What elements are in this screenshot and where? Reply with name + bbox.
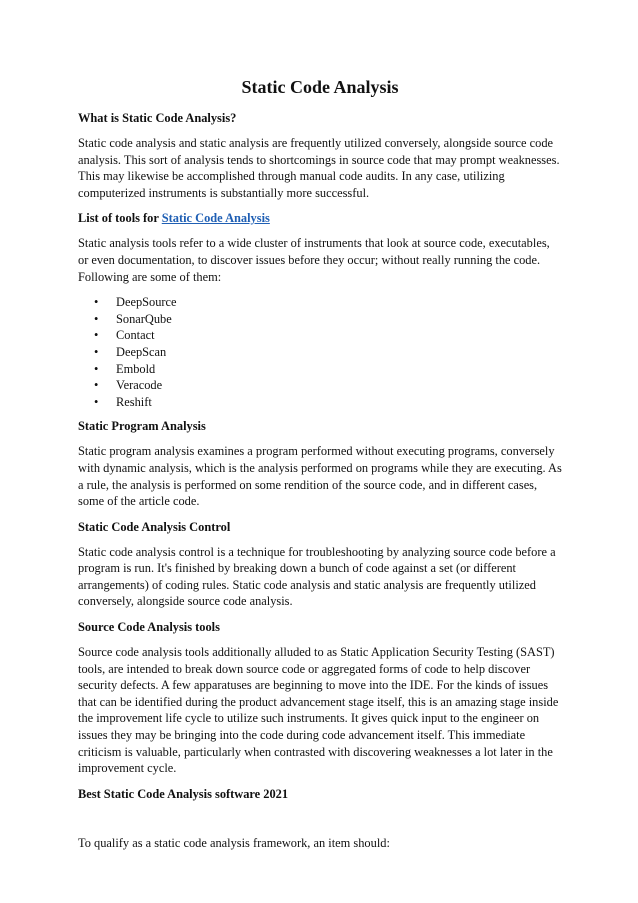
blank-line-spacer — [78, 811, 562, 835]
list-item — [78, 361, 562, 378]
document-content — [78, 76, 562, 860]
heading-tools-list-prefix: List of tools for — [78, 211, 162, 226]
paragraph-tools-list: Static analysis tools refer to a wide cluster of instruments that look at source code, executables, or even documentation, to discover issues before they occur; without really running the code. Following are some of them: — [78, 236, 550, 284]
list-item — [78, 294, 562, 311]
list-item-text: DeepScan — [116, 344, 167, 359]
paragraph-analysis-control: Static code analysis control is a technique for troubleshooting by analyzing source code before a program is run. It's finished by breaking down a bunch of code against a set (or different arrangements) of coding rules. Static code analysis and static analysis are frequently utilized conversely, alongside source code analysis. — [78, 544, 556, 609]
bullet-icon: • — [94, 328, 99, 343]
heading-program-analysis: Static Program Analysis — [78, 419, 206, 434]
heading-tools-list — [78, 210, 562, 226]
list-item — [78, 344, 562, 361]
list-item-text: Veracode — [116, 378, 163, 393]
paragraph-what-is: Static code analysis and static analysis are frequently utilized conversely, alongside source code analysis. This sort of analysis tends to shortcomings in source code that may prompt weaknesses. This may likewise be accomplished through manual code audits. In any case, utilizing computerized instruments is substantially more successful. — [78, 136, 560, 200]
tools-bullet-list — [78, 294, 562, 410]
bullet-icon: • — [94, 311, 99, 326]
list-item — [78, 377, 562, 394]
paragraph-best-software: To qualify as a static code analysis framework, an item should: — [78, 835, 390, 850]
list-item — [78, 327, 562, 344]
list-item — [78, 311, 562, 328]
list-item-text: Reshift — [116, 394, 152, 409]
bullet-icon: • — [94, 361, 99, 376]
list-item-text: Embold — [116, 361, 156, 376]
page-title: Static Code Analysis — [241, 77, 399, 97]
paragraph-program-analysis: Static program analysis examines a program performed without executing programs, conversely with dynamic analysis, which is the analysis performed on programs while they are executing. As a rule, the analysis is performed on some rendition of the source code, and in different cases, some of the article code. — [78, 444, 562, 509]
heading-best-software: Best Static Code Analysis software 2021 — [78, 786, 289, 801]
list-item — [78, 394, 562, 411]
static-code-analysis-link[interactable]: Static Code Analysis — [161, 211, 270, 226]
bullet-icon: • — [94, 344, 99, 359]
list-item-text: Contact — [116, 328, 155, 343]
bullet-icon: • — [94, 295, 99, 310]
heading-what-is: What is Static Code Analysis? — [78, 111, 237, 125]
list-item-text: SonarQube — [116, 311, 172, 326]
list-item-text: DeepSource — [116, 295, 177, 310]
heading-source-tools: Source Code Analysis tools — [78, 620, 220, 635]
bullet-icon: • — [94, 378, 99, 393]
paragraph-source-tools: Source code analysis tools additionally alluded to as Static Application Security Testing (SAST) tools, are intended to break down source code or aggregated forms of code to help discover security defects. A few apparatuses are beginning to move into the IDE. For the kinds of issues that can be identified during the product advancement stage itself, this is an amazing stage inside the improvement life cycle to utilize such instruments. It gives quick input to the engineer on issues they may be bringing into the code during code advancement itself. This immediate criticism is valuable, particularly when contrasted with discovering weaknesses a lot later in the improvement cycle. — [78, 645, 559, 776]
bullet-icon: • — [94, 394, 99, 409]
heading-analysis-control: Static Code Analysis Control — [78, 519, 231, 534]
